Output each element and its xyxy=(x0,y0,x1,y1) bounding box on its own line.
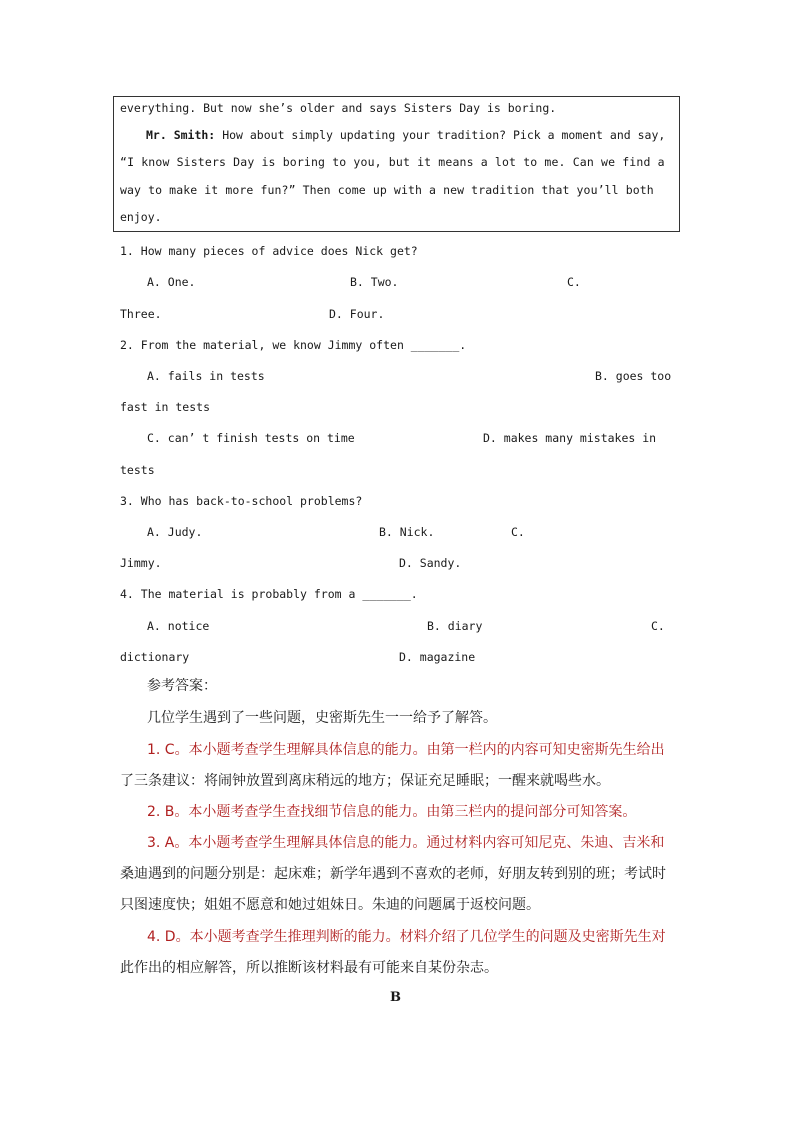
passage-line-5: enjoy. xyxy=(120,210,162,224)
q1-option-b: B. Two. xyxy=(350,275,399,289)
answer-heading: 参考答案： xyxy=(147,678,217,694)
q4-option-d: D. magazine xyxy=(399,650,476,664)
q3-option-a: A. Judy. xyxy=(147,525,203,539)
q2-option-d-cont: tests xyxy=(120,463,155,477)
q2-option-d: D. makes many mistakes in xyxy=(483,431,657,445)
section-heading-b: B xyxy=(390,990,401,1005)
answer-intro: 几位学生遇到了一些问题，史密斯先生一一给予了解答。 xyxy=(147,710,497,726)
passage-line-4: way to make it more fun?” Then come up with a new tradition that you’ll both xyxy=(120,183,654,197)
question-1-stem: 1. How many pieces of advice does Nick get? xyxy=(120,244,418,258)
q2-option-c: C. can’ t finish tests on time xyxy=(147,431,355,445)
question-3-stem: 3. Who has back-to-school problems? xyxy=(120,494,363,508)
answer-3-line-1: 3. A。本小题考查学生理解具体信息的能力。通过材料内容可知尼克、朱迪、吉米和 xyxy=(147,835,665,851)
answer-2-line-1: 2. B。本小题考查学生查找细节信息的能力。由第三栏内的提问部分可知答案。 xyxy=(147,804,637,820)
passage-line-1: everything. But now she’s older and says Sisters Day is boring. xyxy=(120,101,557,115)
answer-3-line-2: 桑迪遇到的问题分别是：起床难；新学年遇到不喜欢的老师，好朋友转到别的班；考试时 xyxy=(120,866,666,882)
question-4-stem: 4. The material is probably from a _______. xyxy=(120,587,418,601)
q1-option-c-label: C. xyxy=(567,275,581,289)
q2-option-b: B. goes too xyxy=(595,369,672,383)
question-2-stem: 2. From the material, we know Jimmy often _______. xyxy=(120,338,467,352)
q4-option-c-text: dictionary xyxy=(120,650,190,664)
q2-option-b-cont: fast in tests xyxy=(120,400,211,414)
q3-option-d: D. Sandy. xyxy=(399,556,462,570)
q2-option-a: A. fails in tests xyxy=(147,369,265,383)
answer-1-line-2: 了三条建议：将闹钟放置到离床稍远的地方；保证充足睡眠；一醒来就喝些水。 xyxy=(120,773,610,789)
q3-option-c-label: C. xyxy=(511,525,525,539)
q1-option-c-text: Three. xyxy=(120,307,162,321)
q4-option-a: A. notice xyxy=(147,619,210,633)
q1-option-d: D. Four. xyxy=(329,307,385,321)
speaker-label: Mr. Smith: xyxy=(146,128,216,142)
passage-line-2-text: How about simply updating your tradition? Pick a moment and say, xyxy=(222,128,666,142)
answer-4-line-1: 4. D。本小题考查学生推理判断的能力。材料介绍了几位学生的问题及史密斯先生对 xyxy=(147,929,666,945)
q3-option-b: B. Nick. xyxy=(379,525,435,539)
answer-1-line-1: 1. C。本小题考查学生理解具体信息的能力。由第一栏内的内容可知史密斯先生给出 xyxy=(147,742,665,758)
passage-line-2 xyxy=(146,127,675,143)
passage-line-3: “I know Sisters Day is boring to you, but it means a lot to me. Can we find a xyxy=(120,155,665,169)
q1-option-a: A. One. xyxy=(147,275,196,289)
q4-option-b: B. diary xyxy=(427,619,483,633)
answer-4-line-2: 此作出的相应解答，所以推断该材料最有可能来自某份杂志。 xyxy=(120,960,498,976)
answer-3-line-3: 只图速度快；姐姐不愿意和她过姐妹日。朱迪的问题属于返校问题。 xyxy=(120,897,540,913)
q3-option-c-text: Jimmy. xyxy=(120,556,162,570)
q4-option-c-label: C. xyxy=(651,619,665,633)
